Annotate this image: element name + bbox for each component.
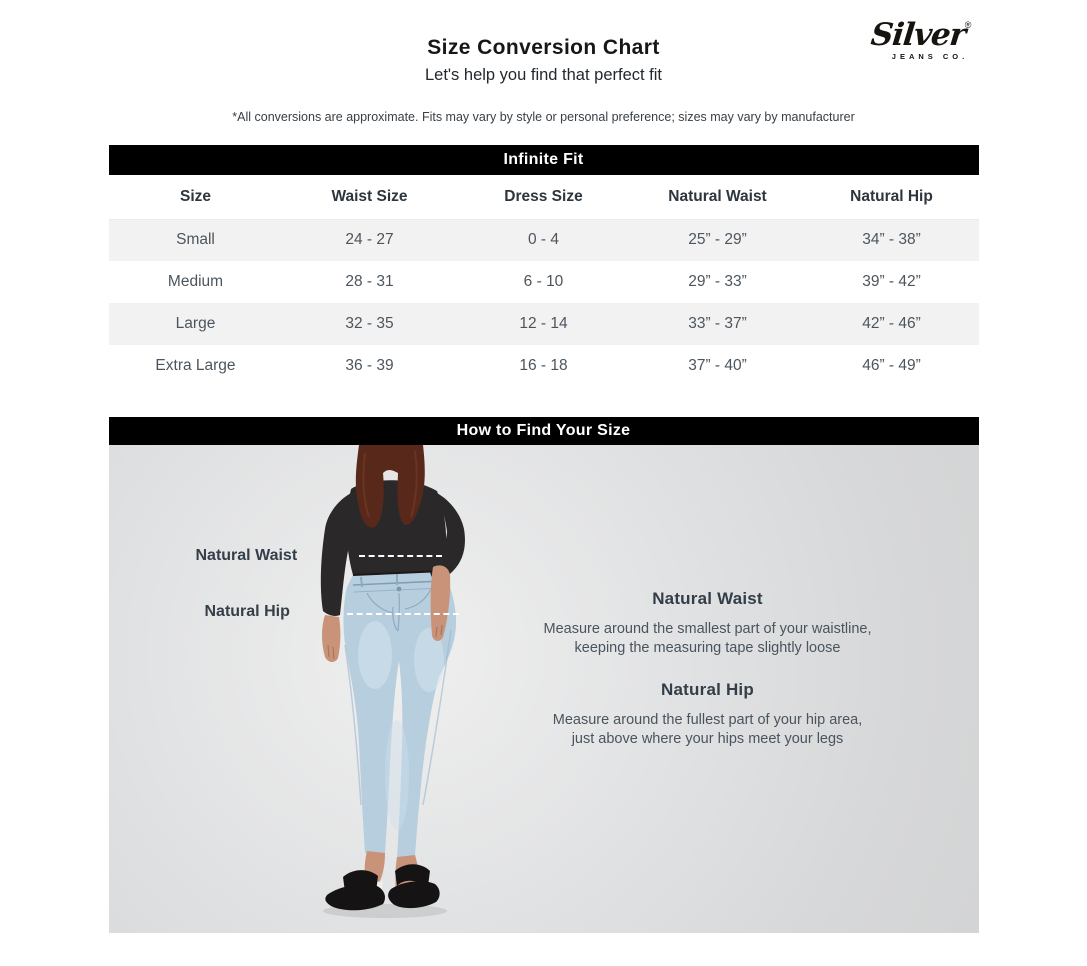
col-header-size: Size: [109, 175, 283, 219]
size-conversion-table: [109, 175, 979, 387]
col-header-waist-size: Waist Size: [283, 175, 457, 219]
cell-natural-waist: 33” - 37”: [631, 303, 805, 345]
col-header-natural-hip: Natural Hip: [805, 175, 979, 219]
logo-subtext: JEANS CO.: [891, 52, 969, 61]
logo-wordmark: Silver: [868, 17, 967, 53]
guide-hip-text: [498, 711, 918, 749]
cell-natural-waist: 29” - 33”: [688, 273, 747, 290]
table-row-large: [109, 303, 979, 345]
col-header-natural-waist: Natural Waist: [631, 175, 805, 219]
guide-hip-line1: Measure around the fullest part of your hip area,: [552, 711, 863, 728]
cell-dress: 6 - 10: [523, 273, 564, 290]
how-to-section: [109, 445, 979, 933]
cell-dress: 12 - 14: [457, 303, 631, 345]
cell-natural-waist: 25” - 29”: [631, 219, 805, 261]
model-photo: [299, 445, 499, 933]
cell-waist: 36 - 39: [345, 357, 394, 374]
cell-natural-hip: 39” - 42”: [862, 273, 921, 290]
cell-waist: 24 - 27: [283, 219, 457, 261]
cell-natural-hip: 42” - 46”: [805, 303, 979, 345]
cell-size: Large: [109, 303, 283, 345]
infinite-fit-banner: Infinite Fit: [109, 145, 979, 175]
page-subtitle: Let's help you find that perfect fit: [424, 66, 663, 84]
natural-waist-label: Natural Waist: [195, 547, 298, 564]
measure-guide: [498, 589, 918, 748]
guide-hip-line2: just above where your hips meet your legs: [571, 730, 844, 747]
guide-waist-line1: Measure around the smallest part of your waistline,: [543, 621, 872, 637]
cell-natural-waist: 37” - 40”: [688, 357, 747, 374]
guide-waist-line2: keeping the measuring tape slightly loose: [574, 639, 841, 656]
cell-size: Small: [109, 219, 283, 261]
size-guide-page: [109, 0, 979, 933]
guide-hip-heading: Natural Hip: [661, 679, 754, 699]
disclaimer-text: *All conversions are approximate. Fits may vary by style or personal preference; sizes may vary by manufacturer: [232, 110, 855, 124]
silver-jeans-logo: [859, 17, 984, 61]
natural-waist-line: [359, 555, 442, 557]
table-header-row: [109, 175, 979, 219]
page-header: [109, 0, 979, 85]
cell-dress: 16 - 18: [519, 357, 568, 374]
table-row-medium: [109, 261, 979, 303]
natural-hip-line: [347, 613, 459, 615]
cell-natural-hip: 34” - 38”: [805, 219, 979, 261]
guide-waist-heading: Natural Waist: [652, 589, 763, 608]
table-row-extra-large: [109, 345, 979, 387]
registered-trademark-icon: ®: [964, 20, 972, 30]
cell-waist: 28 - 31: [345, 273, 394, 290]
guide-waist-text: [498, 620, 918, 658]
page-title: Size Conversion Chart: [427, 36, 660, 59]
table-row-small: [109, 219, 979, 261]
cell-size: Medium: [167, 273, 224, 290]
natural-hip-label: Natural Hip: [204, 603, 290, 620]
cell-size: Extra Large: [155, 357, 236, 374]
how-to-find-size-banner: How to Find Your Size: [109, 417, 979, 445]
cell-natural-hip: 46” - 49”: [862, 357, 921, 374]
cell-waist: 32 - 35: [283, 303, 457, 345]
col-header-dress-size: Dress Size: [457, 175, 631, 219]
cell-dress: 0 - 4: [457, 219, 631, 261]
